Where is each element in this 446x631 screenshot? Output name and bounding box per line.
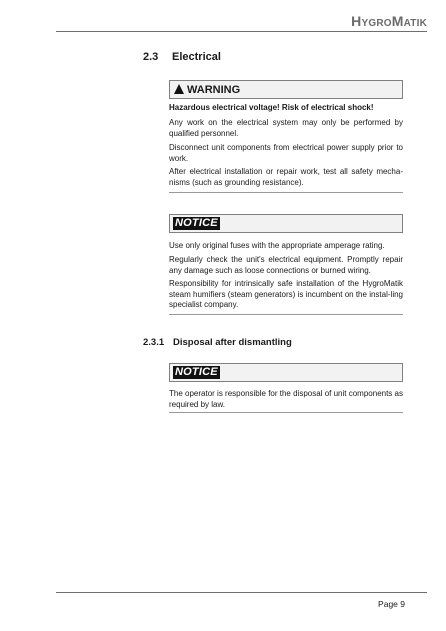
notice-divider — [169, 412, 403, 413]
warning-label: WARNING — [174, 83, 240, 97]
subsection-number: 2.3.1 — [143, 337, 165, 348]
notice-label: NOTICE — [175, 217, 218, 229]
warning-paragraph: Disconnect unit components from electrical power supply prior to work. — [169, 143, 403, 163]
notice-paragraph: Use only original fuses with the appropriate amperage rating. — [169, 241, 385, 250]
notice-label: NOTICE — [175, 366, 218, 378]
warning-paragraph: Any work on the electrical system may only be performed by qualified personnel. — [169, 118, 403, 138]
notice-paragraph: Regularly check the unit's electrical equipment. Promptly repair any damage such as loose connections or burned wiring. — [169, 255, 403, 275]
page-number: Page 9 — [378, 599, 405, 609]
warning-triangle-icon — [174, 84, 184, 94]
notice-paragraph: Responsibility for intrinsically safe installation of the HygroMatik steam humifiers (steam generators) is incumbent on the instal-ling specialist company. — [169, 279, 403, 310]
notice-box — [169, 214, 403, 233]
warning-heading: Hazardous electrical voltage! Risk of electrical shock! — [169, 103, 374, 112]
subsection-title: Disposal after dismantling — [173, 337, 292, 348]
notice-paragraph: The operator is responsible for the disposal of unit components as required by law. — [169, 389, 403, 409]
footer-divider — [56, 592, 427, 593]
subsection-heading — [143, 337, 292, 348]
section-number: 2.3 — [143, 51, 159, 63]
section-title: Electrical — [172, 51, 221, 63]
warning-divider — [169, 192, 403, 193]
notice-box — [169, 363, 403, 382]
warning-box — [169, 80, 403, 99]
warning-paragraph: After electrical installation or repair work, test all safety mecha-nisms (such as grounding resistance). — [169, 167, 403, 187]
brand-logo: HYGROMATIK — [351, 13, 427, 29]
notice-divider — [169, 314, 403, 315]
section-heading — [143, 51, 221, 63]
header-divider — [56, 31, 427, 32]
